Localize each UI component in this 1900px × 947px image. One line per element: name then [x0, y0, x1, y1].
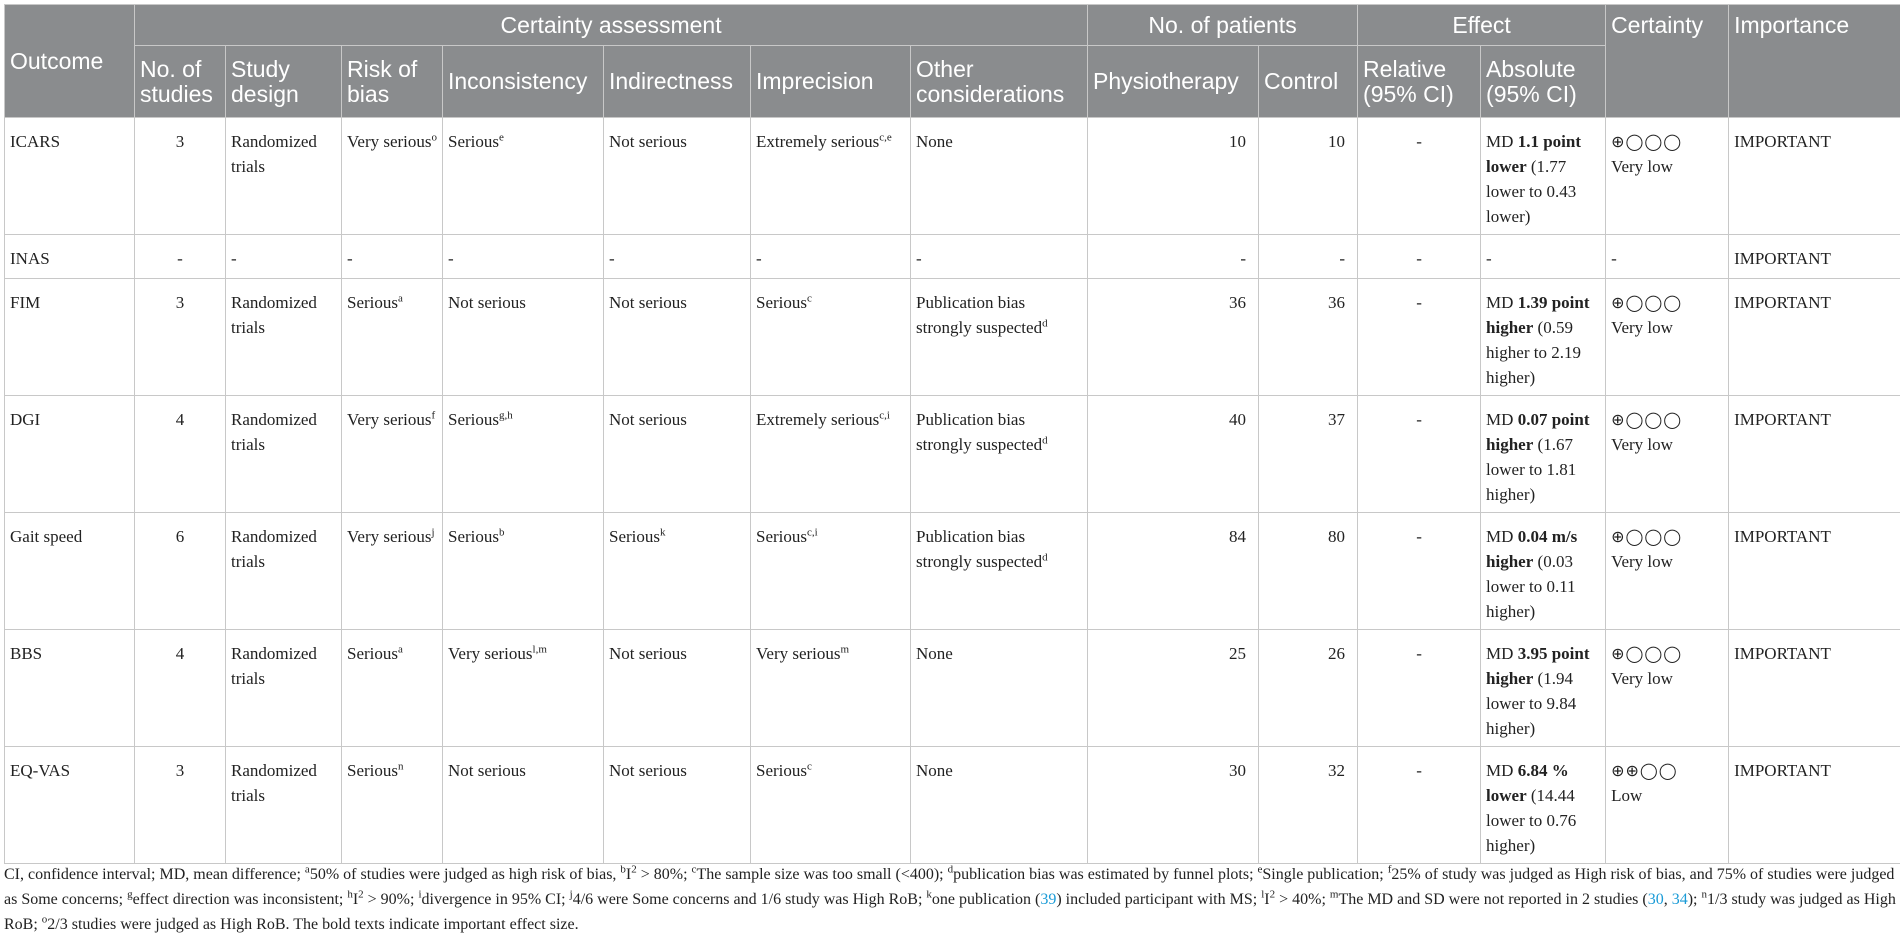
absolute-cell: [1481, 630, 1606, 747]
footnote-text: );: [1687, 891, 1702, 908]
table-row: [5, 279, 1900, 396]
rob-text: -: [347, 249, 353, 268]
design-cell: Randomized trials: [226, 279, 342, 396]
control-cell: 10: [1259, 118, 1358, 235]
control-cell: 32: [1259, 747, 1358, 864]
indirectness-cell: [604, 396, 751, 513]
reference-link[interactable]: 34: [1671, 891, 1688, 908]
footnote-mark: b: [620, 863, 626, 876]
outcome-cell: ICARS: [5, 118, 135, 235]
inconsistency-footnote-mark: b: [499, 526, 505, 539]
rob-footnote-mark: a: [398, 292, 403, 305]
absolute-ci: (1.67 lower to 1.81 higher): [1486, 435, 1577, 504]
header-relative: Relative (95% CI): [1358, 46, 1481, 118]
footnote-text: CI, confidence interval; MD, mean difference;: [4, 866, 305, 883]
control-cell: 80: [1259, 513, 1358, 630]
importance-cell: IMPORTANT: [1729, 630, 1900, 747]
table-row: [5, 235, 1900, 279]
importance-cell: IMPORTANT: [1729, 118, 1900, 235]
certainty-label: Very low: [1611, 435, 1673, 454]
studies-cell: 3: [135, 118, 226, 235]
footnote-text: I: [625, 866, 632, 883]
inconsistency-text: Very serious: [448, 644, 533, 663]
physio-cell: 10: [1088, 118, 1259, 235]
inconsistency-cell: [443, 279, 604, 396]
certainty-label: Very low: [1611, 318, 1673, 337]
footnote-mark: a: [304, 863, 310, 876]
absolute-effect-bold: 3.95 point higher: [1486, 644, 1590, 688]
control-cell: 26: [1259, 630, 1358, 747]
rob-cell: [342, 118, 443, 235]
absolute-ci: (0.03 lower to 0.11 higher): [1486, 552, 1576, 621]
relative-cell: -: [1358, 235, 1481, 279]
certainty-cell: [1606, 396, 1729, 513]
absolute-effect-bold: 6.84 % lower: [1486, 761, 1569, 805]
footnote-mark: k: [926, 888, 932, 901]
footnote-text: divergence in 95% CI;: [421, 891, 570, 908]
inconsistency-cell: [443, 396, 604, 513]
other-cell: [911, 630, 1088, 747]
relative-cell: -: [1358, 630, 1481, 747]
control-cell: 37: [1259, 396, 1358, 513]
absolute-prefix: MD: [1486, 410, 1518, 429]
relative-cell: -: [1358, 396, 1481, 513]
design-cell: Randomized trials: [226, 630, 342, 747]
footnote-text: > 90%;: [363, 891, 419, 908]
imprecision-cell: [751, 513, 911, 630]
rob-cell: [342, 630, 443, 747]
certainty-rating-icon: ⊕◯◯◯: [1611, 132, 1683, 151]
outcome-cell: FIM: [5, 279, 135, 396]
inconsistency-text: -: [448, 249, 454, 268]
table-row: [5, 513, 1900, 630]
indirectness-text: Not serious: [609, 132, 687, 151]
indirectness-cell: [604, 630, 751, 747]
inconsistency-text: Not serious: [448, 761, 526, 780]
footnote-mark: h: [347, 888, 353, 901]
imprecision-cell: [751, 279, 911, 396]
absolute-prefix: MD: [1486, 761, 1518, 780]
imprecision-text: Serious: [756, 293, 807, 312]
footnote-text: The MD and SD were not reported in 2 studies (: [1338, 891, 1648, 908]
relative-cell: -: [1358, 747, 1481, 864]
imprecision-footnote-mark: c,i: [879, 409, 890, 422]
absolute-prefix: MD: [1486, 644, 1518, 663]
other-footnote-mark: d: [1042, 317, 1048, 330]
control-cell: -: [1259, 235, 1358, 279]
certainty-rating-icon: ⊕◯◯◯: [1611, 527, 1683, 546]
absolute-prefix: MD: [1486, 527, 1518, 546]
header-risk-of-bias: Risk of bias: [342, 46, 443, 118]
indirectness-text: -: [609, 249, 615, 268]
footnote-text: publication bias was estimated by funnel plots;: [953, 866, 1258, 883]
certainty-rating-icon: ⊕◯◯◯: [1611, 644, 1683, 663]
indirectness-text: Not serious: [609, 410, 687, 429]
rob-cell: [342, 396, 443, 513]
other-text: None: [916, 132, 953, 151]
imprecision-cell: [751, 118, 911, 235]
certainty-label: Very low: [1611, 157, 1673, 176]
rob-footnote-mark: f: [431, 409, 436, 422]
other-cell: [911, 235, 1088, 279]
absolute-cell: [1481, 279, 1606, 396]
other-cell: [911, 118, 1088, 235]
footnote-text: ,: [1663, 891, 1672, 908]
other-cell: [911, 279, 1088, 396]
absolute-effect-bold: 1.39 point higher: [1486, 293, 1590, 337]
footnote-mark: o: [41, 913, 48, 926]
other-text: Publication bias strongly suspected: [916, 410, 1043, 454]
rob-footnote-mark: a: [398, 643, 403, 656]
absolute-cell: [1481, 747, 1606, 864]
footnote-text: I: [1264, 891, 1270, 908]
design-cell: Randomized trials: [226, 118, 342, 235]
imprecision-text: Extremely serious: [756, 410, 880, 429]
rob-cell: [342, 747, 443, 864]
physio-cell: 36: [1088, 279, 1259, 396]
inconsistency-text: Serious: [448, 410, 499, 429]
certainty-cell: [1606, 118, 1729, 235]
other-footnote-mark: d: [1042, 551, 1048, 564]
absolute-cell: [1481, 513, 1606, 630]
table-row: [5, 630, 1900, 747]
other-text: None: [916, 761, 953, 780]
table-row: [5, 396, 1900, 513]
design-cell: Randomized trials: [226, 513, 342, 630]
footnote-text: 4/6 were Some concerns and 1/6 study was High RoB;: [572, 891, 927, 908]
other-text: None: [916, 644, 953, 663]
other-text: Publication bias strongly suspected: [916, 293, 1043, 337]
inconsistency-cell: [443, 630, 604, 747]
footnote-text: 1/3 study was judged as High RoB;: [4, 891, 1896, 933]
indirectness-text: Not serious: [609, 644, 687, 663]
certainty-label: Very low: [1611, 669, 1673, 688]
inconsistency-footnote-mark: g,h: [499, 409, 513, 422]
footnote-text: effect direction was inconsistent;: [132, 891, 348, 908]
rob-text: Serious: [347, 761, 398, 780]
header-inconsistency: Inconsistency: [443, 46, 604, 118]
certainty-cell: [1606, 513, 1729, 630]
header-other-considerations: Other considerations: [911, 46, 1088, 118]
imprecision-footnote-mark: m: [840, 643, 850, 656]
certainty-cell: [1606, 235, 1729, 279]
indirectness-cell: [604, 235, 751, 279]
indirectness-text: Serious: [609, 527, 660, 546]
other-footnote-mark: d: [1042, 434, 1048, 447]
absolute-ci: (0.59 higher to 2.19 higher): [1486, 318, 1581, 387]
certainty-cell: [1606, 279, 1729, 396]
certainty-rating-icon: ⊕◯◯◯: [1611, 410, 1683, 429]
inconsistency-footnote-mark: e: [499, 131, 504, 144]
studies-cell: 3: [135, 747, 226, 864]
outcome-cell: INAS: [5, 235, 135, 279]
studies-cell: 3: [135, 279, 226, 396]
absolute-effect-bold: 0.04 m/s higher: [1486, 527, 1578, 571]
header-indirectness: Indirectness: [604, 46, 751, 118]
absolute-effect-bold: 0.07 point higher: [1486, 410, 1590, 454]
footnote-mark: j: [569, 888, 573, 901]
indirectness-text: Not serious: [609, 761, 687, 780]
certainty-label: Low: [1611, 786, 1643, 805]
rob-footnote-mark: n: [398, 760, 404, 773]
reference-link[interactable]: 39: [1040, 891, 1057, 908]
rob-text: Very serious: [347, 410, 432, 429]
rob-text: Serious: [347, 293, 398, 312]
inconsistency-footnote-mark: l,m: [532, 643, 547, 656]
imprecision-cell: [751, 747, 911, 864]
absolute-prefix: -: [1486, 249, 1492, 268]
other-cell: [911, 513, 1088, 630]
relative-cell: -: [1358, 118, 1481, 235]
header-certainty-assessment: Certainty assessment: [135, 5, 1088, 46]
absolute-prefix: MD: [1486, 132, 1518, 151]
outcome-cell: EQ-VAS: [5, 747, 135, 864]
header-control: Control: [1259, 46, 1358, 118]
footnote-text: Single publication;: [1262, 866, 1388, 883]
relative-cell: -: [1358, 513, 1481, 630]
importance-cell: IMPORTANT: [1729, 513, 1900, 630]
absolute-prefix: MD: [1486, 293, 1518, 312]
footnote-mark: c: [691, 863, 697, 876]
footnote-mark: l: [1261, 888, 1265, 901]
rob-text: Very serious: [347, 132, 432, 151]
certainty-cell: [1606, 630, 1729, 747]
control-cell: 36: [1259, 279, 1358, 396]
footnote-mark: i: [418, 888, 422, 901]
physio-cell: -: [1088, 235, 1259, 279]
other-cell: [911, 396, 1088, 513]
footnote-text: ) included participant with MS;: [1056, 891, 1262, 908]
importance-cell: IMPORTANT: [1729, 279, 1900, 396]
studies-cell: -: [135, 235, 226, 279]
studies-cell: 4: [135, 396, 226, 513]
footnote-text: > 40%;: [1275, 891, 1330, 908]
indirectness-cell: [604, 118, 751, 235]
certainty-rating: -: [1611, 249, 1617, 268]
table-footnote: [4, 862, 1896, 937]
absolute-cell: [1481, 118, 1606, 235]
header-certainty: Certainty: [1606, 5, 1729, 118]
imprecision-text: Very serious: [756, 644, 841, 663]
rob-text: Serious: [347, 644, 398, 663]
physio-cell: 40: [1088, 396, 1259, 513]
certainty-rating-icon: ⊕◯◯◯: [1611, 293, 1683, 312]
rob-cell: [342, 235, 443, 279]
other-text: Publication bias strongly suspected: [916, 527, 1043, 571]
footnote-mark: d: [947, 863, 954, 876]
footnote-superscript: 2: [1269, 888, 1276, 901]
header-effect: Effect: [1358, 5, 1606, 46]
table-row: [5, 118, 1900, 235]
design-cell: Randomized trials: [226, 747, 342, 864]
physio-cell: 25: [1088, 630, 1259, 747]
importance-cell: IMPORTANT: [1729, 747, 1900, 864]
certainty-cell: [1606, 747, 1729, 864]
imprecision-footnote-mark: c,i: [807, 526, 818, 539]
footnote-superscript: 2: [358, 888, 364, 901]
rob-footnote-mark: o: [431, 131, 438, 144]
inconsistency-text: Not serious: [448, 293, 526, 312]
footnote-mark: f: [1387, 863, 1392, 876]
footnote-text: The sample size was too small (<400);: [696, 866, 948, 883]
indirectness-cell: [604, 513, 751, 630]
header-physiotherapy: Physiotherapy: [1088, 46, 1259, 118]
indirectness-cell: [604, 279, 751, 396]
table-row: [5, 747, 1900, 864]
imprecision-text: -: [756, 249, 762, 268]
other-text: -: [916, 249, 922, 268]
studies-cell: 4: [135, 630, 226, 747]
reference-link[interactable]: 30: [1647, 891, 1664, 908]
indirectness-footnote-mark: k: [660, 526, 666, 539]
absolute-effect-bold: 1.1 point lower: [1486, 132, 1581, 176]
certainty-label: Very low: [1611, 552, 1673, 571]
inconsistency-cell: [443, 118, 604, 235]
inconsistency-text: Serious: [448, 132, 499, 151]
imprecision-cell: [751, 235, 911, 279]
footnote-mark: g: [127, 888, 133, 901]
inconsistency-text: Serious: [448, 527, 499, 546]
footnote-text: 25% of study was judged as High risk of bias, and 75% of studies were judged as Some concerns;: [4, 866, 1895, 908]
absolute-ci: (14.44 lower to 0.76 higher): [1486, 786, 1577, 855]
imprecision-cell: [751, 396, 911, 513]
importance-cell: IMPORTANT: [1729, 235, 1900, 279]
header-importance: Importance: [1729, 5, 1900, 118]
studies-cell: 6: [135, 513, 226, 630]
outcome-cell: DGI: [5, 396, 135, 513]
rob-cell: [342, 279, 443, 396]
footnote-superscript: 2: [631, 863, 637, 876]
absolute-cell: [1481, 235, 1606, 279]
footnote-text: > 80%;: [636, 866, 692, 883]
imprecision-cell: [751, 630, 911, 747]
physio-cell: 30: [1088, 747, 1259, 864]
inconsistency-cell: [443, 235, 604, 279]
footnote-text: one publication (: [931, 891, 1041, 908]
rob-footnote-mark: j: [431, 526, 435, 539]
footnote-text: I: [352, 891, 359, 908]
imprecision-footnote-mark: c,e: [879, 131, 892, 144]
imprecision-text: Serious: [756, 761, 807, 780]
indirectness-text: Not serious: [609, 293, 687, 312]
header-outcome: Outcome: [5, 5, 135, 118]
outcome-cell: Gait speed: [5, 513, 135, 630]
absolute-ci: (1.77 lower to 0.43 lower): [1486, 157, 1577, 226]
header-study-design: Study design: [226, 46, 342, 118]
header-no-of-patients: No. of patients: [1088, 5, 1358, 46]
footnote-text: 50% of studies were judged as high risk of bias,: [309, 866, 621, 883]
inconsistency-cell: [443, 513, 604, 630]
rob-cell: [342, 513, 443, 630]
inconsistency-cell: [443, 747, 604, 864]
outcome-cell: BBS: [5, 630, 135, 747]
rob-text: Very serious: [347, 527, 432, 546]
imprecision-footnote-mark: c: [807, 760, 812, 773]
absolute-ci: (1.94 lower to 9.84 higher): [1486, 669, 1577, 738]
importance-cell: IMPORTANT: [1729, 396, 1900, 513]
indirectness-cell: [604, 747, 751, 864]
footnote-mark: m: [1329, 888, 1339, 901]
design-cell: Randomized trials: [226, 396, 342, 513]
imprecision-text: Extremely serious: [756, 132, 880, 151]
footnote-mark: e: [1257, 863, 1263, 876]
grade-evidence-table: [4, 4, 1900, 864]
relative-cell: -: [1358, 279, 1481, 396]
other-cell: [911, 747, 1088, 864]
footnote-mark: n: [1701, 888, 1707, 901]
certainty-rating-icon: ⊕⊕◯◯: [1611, 761, 1678, 780]
header-imprecision: Imprecision: [751, 46, 911, 118]
imprecision-footnote-mark: c: [807, 292, 812, 305]
design-cell: -: [226, 235, 342, 279]
absolute-cell: [1481, 396, 1606, 513]
physio-cell: 84: [1088, 513, 1259, 630]
imprecision-text: Serious: [756, 527, 807, 546]
header-absolute: Absolute (95% CI): [1481, 46, 1606, 118]
footnote-text: 2/3 studies were judged as High RoB. The bold texts indicate important effect size.: [47, 916, 579, 933]
header-no-of-studies: No. of studies: [135, 46, 226, 118]
